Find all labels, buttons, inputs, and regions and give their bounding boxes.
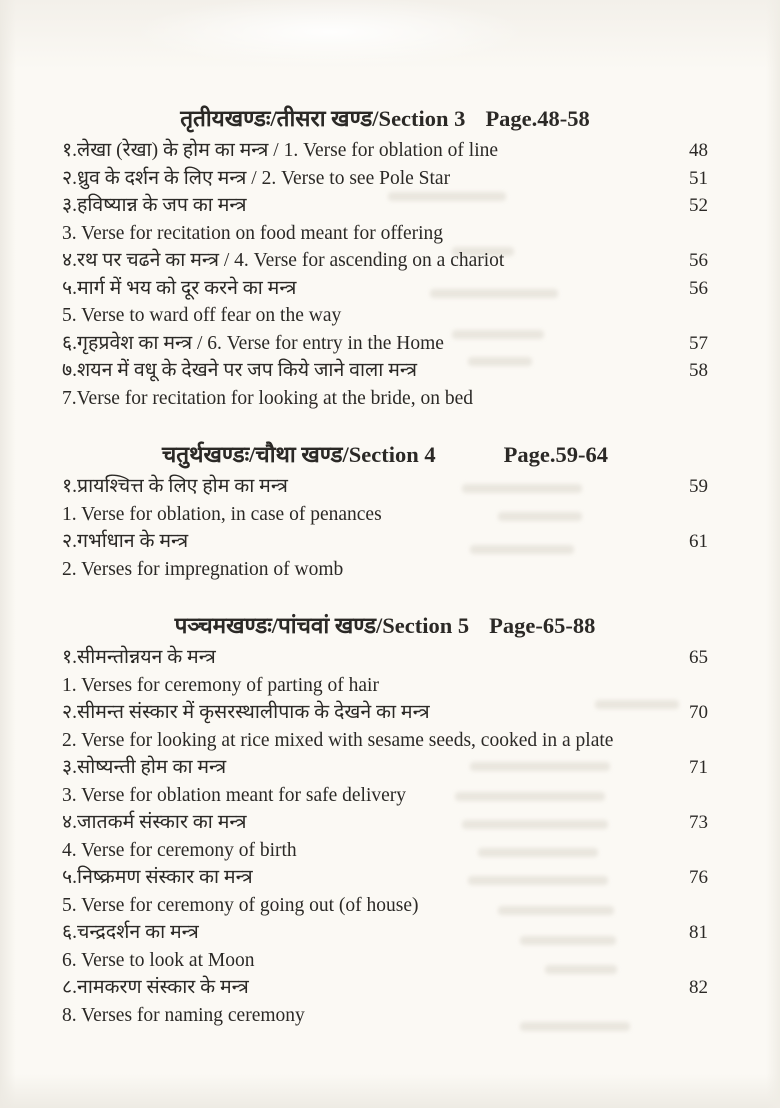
- toc-entry: [62, 782, 708, 810]
- toc-entry-page-number: 70: [689, 702, 708, 723]
- toc-entry: [62, 165, 708, 193]
- toc-entry-page-number: 81: [689, 922, 708, 943]
- section-entries: [62, 137, 708, 412]
- toc-entry: [62, 919, 708, 947]
- section-page-range: Page.48-58: [485, 106, 590, 131]
- toc-entry-text: १.लेखा (रेखा) के होम का मन्त्र / 1. Verse for oblation of line: [62, 140, 499, 161]
- toc-entry: [62, 137, 708, 165]
- toc-section-4: [62, 440, 708, 583]
- toc-section-3: [62, 104, 708, 412]
- toc-entry: [62, 302, 708, 330]
- toc-entry-text: २.सीमन्त संस्कार में कृसरस्थालीपाक के देखने का मन्त्र: [62, 702, 430, 723]
- toc-entry: [62, 892, 708, 920]
- section-title: पञ्चमखण्डः/पांचवां खण्ड/Section 5: [174, 613, 470, 638]
- toc-entry: [62, 837, 708, 865]
- toc-entry: [62, 385, 708, 413]
- section-heading: [62, 440, 708, 470]
- toc-entry-text: 5. Verse to ward off fear on the way: [62, 305, 342, 326]
- section-entries: [62, 644, 708, 1029]
- toc-entry: [62, 192, 708, 220]
- toc-entry: [62, 754, 708, 782]
- toc-entry: [62, 275, 708, 303]
- toc-entry: [62, 528, 708, 556]
- toc-entry-text: 2. Verse for looking at rice mixed with sesame seeds, cooked in a plate: [62, 729, 614, 751]
- toc-entry: [62, 247, 708, 275]
- toc-entry-text: २.ध्रुव के दर्शन के लिए मन्त्र / 2. Verse to see Pole Star: [62, 167, 451, 189]
- toc-entry: [62, 864, 708, 892]
- toc-entry-text: ३.हविष्यान्न के जप का मन्त्र: [62, 195, 247, 216]
- toc-entry: [62, 974, 708, 1002]
- toc-entry-page-number: 82: [689, 977, 708, 998]
- toc-entry-text: ४.रथ पर चढने का मन्त्र / 4. Verse for ascending on a chariot: [62, 250, 505, 271]
- toc-entry-text: 4. Verse for ceremony of birth: [62, 839, 297, 861]
- toc-entry-text: १.सीमन्तोन्नयन के मन्त्र: [62, 647, 216, 668]
- toc-entry-text: 1. Verse for oblation, in case of penances: [62, 503, 382, 525]
- toc-entry-text: 1. Verses for ceremony of parting of hair: [62, 674, 379, 696]
- toc-entry: [62, 809, 708, 837]
- toc-entry: [62, 556, 708, 584]
- section-title: तृतीयखण्डः/तीसरा खण्ड/Section 3: [180, 106, 466, 131]
- toc-entry-text: ३.सोष्यन्ती होम का मन्त्र: [62, 757, 227, 778]
- toc-entry-page-number: 65: [689, 647, 708, 668]
- toc-entry-text: ८.नामकरण संस्कार के मन्त्र: [62, 977, 249, 998]
- toc-entry-text: 3. Verse for oblation meant for safe delivery: [62, 784, 407, 806]
- toc-entry-page-number: 56: [689, 250, 708, 271]
- toc-entry-page-number: 51: [689, 167, 708, 189]
- toc-entry-page-number: 61: [689, 531, 708, 552]
- toc-entry: [62, 357, 708, 385]
- section-entries: [62, 473, 708, 583]
- toc-entry-text: 7.Verse for recitation for looking at the bride, on bed: [62, 387, 473, 409]
- section-page-range: Page.59-64: [503, 442, 608, 467]
- toc-entry-text: १.प्रायश्चित्त के लिए होम का मन्त्र: [62, 476, 288, 497]
- toc-entry: [62, 330, 708, 358]
- toc-entry: [62, 501, 708, 529]
- toc-entry: [62, 473, 708, 501]
- section-heading: [62, 104, 708, 134]
- toc-entry-page-number: 71: [689, 757, 708, 778]
- toc-entry-text: 2. Verses for impregnation of womb: [62, 558, 344, 580]
- toc-entry-page-number: 58: [689, 360, 708, 381]
- toc-entry-text: ५.मार्ग में भय को दूर करने का मन्त्र: [62, 277, 297, 299]
- toc-entry-page-number: 59: [689, 476, 708, 497]
- toc-entry-text: ७.शयन में वधू के देखने पर जप किये जाने वाला मन्त्र: [62, 360, 417, 381]
- toc-entry-page-number: 57: [689, 332, 708, 354]
- toc-entry: [62, 727, 708, 755]
- toc-entry-text: ६.गृहप्रवेश का मन्त्र / 6. Verse for entry in the Home: [62, 332, 444, 354]
- toc-entry-text: ५.निष्क्रमण संस्कार का मन्त्र: [62, 867, 253, 888]
- toc-entry-text: ४.जातकर्म संस्कार का मन्त्र: [62, 812, 247, 833]
- toc-entry-text: २.गर्भाधान के मन्त्र: [62, 531, 189, 552]
- toc-entry-text: 3. Verse for recitation on food meant for offering: [62, 222, 444, 244]
- toc-entry-page-number: 73: [689, 812, 708, 833]
- table-of-contents: [62, 104, 708, 1029]
- toc-entry-page-number: 48: [689, 140, 708, 161]
- section-page-range: Page-65-88: [489, 613, 596, 638]
- toc-entry-text: 5. Verse for ceremony of going out (of house): [62, 894, 419, 916]
- toc-entry-page-number: 52: [689, 195, 708, 216]
- section-title: चतुर्थखण्डः/चौथा खण्ड/Section 4: [162, 442, 436, 467]
- toc-section-5: [62, 611, 708, 1029]
- toc-entry: [62, 1002, 708, 1030]
- toc-entry: [62, 220, 708, 248]
- toc-entry-page-number: 76: [689, 867, 708, 888]
- toc-entry: [62, 672, 708, 700]
- toc-entry: [62, 644, 708, 672]
- toc-entry-page-number: 56: [689, 277, 708, 299]
- section-heading: [62, 611, 708, 641]
- toc-entry-text: 6. Verse to look at Moon: [62, 949, 255, 971]
- toc-entry: [62, 947, 708, 975]
- toc-entry-text: ६.चन्द्रदर्शन का मन्त्र: [62, 922, 199, 943]
- toc-entry: [62, 699, 708, 727]
- toc-entry-text: 8. Verses for naming ceremony: [62, 1004, 305, 1026]
